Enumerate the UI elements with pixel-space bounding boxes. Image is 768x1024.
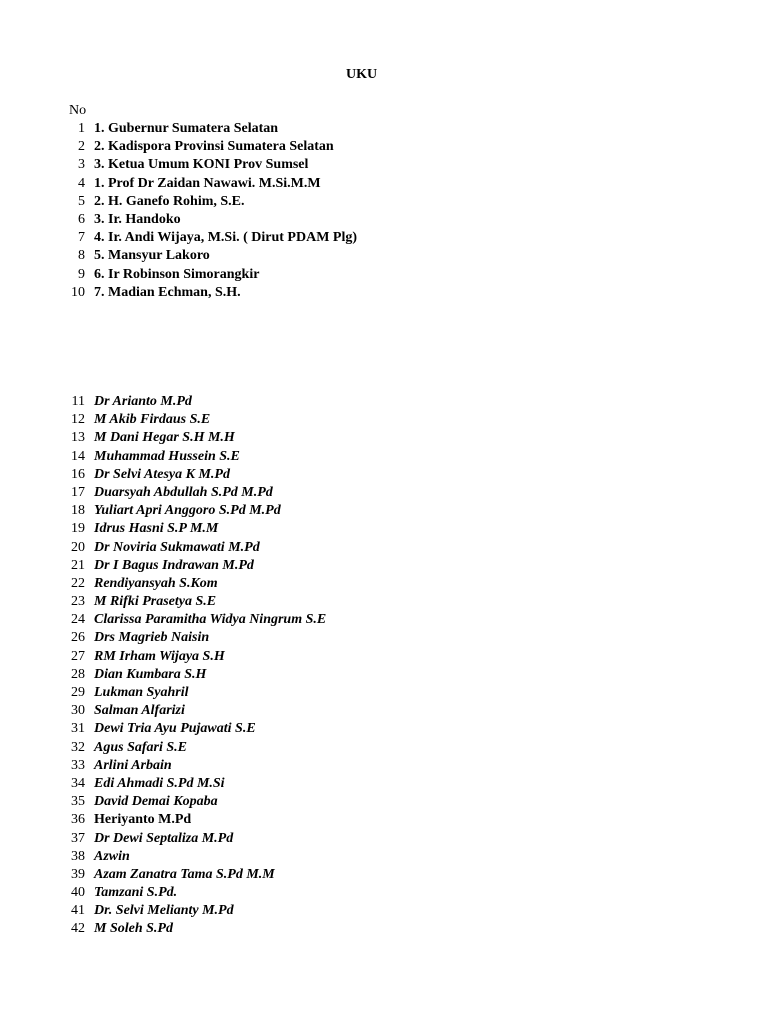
row-number: 17 [71,484,85,500]
person-name: 7. Madian Echman, S.H. [94,284,241,300]
person-name: RM Irham Wijaya S.H [94,648,225,664]
person-name: M Rifki Prasetya S.E [94,594,217,610]
row-number: 14 [71,448,85,464]
row-number: 23 [71,594,85,610]
person-name: M Akib Firdaus S.E [94,412,211,428]
row-number: 40 [71,885,85,901]
row-number: 3 [78,157,85,173]
person-name: Dr Dewi Septaliza M.Pd [94,830,234,846]
row-number: 4 [78,175,85,191]
person-name: Duarsyah Abdullah S.Pd M.Pd [94,484,273,500]
row-number: 2 [78,139,85,155]
person-name: Dr. Selvi Melianty M.Pd [94,903,234,919]
row-number: 29 [71,685,85,700]
person-name: Rendiyansyah S.Kom [94,575,218,591]
person-name: Dr Selvi Atesya K M.Pd [94,466,230,482]
row-number: 32 [71,739,85,755]
person-name: Agus Safari S.E [94,739,187,755]
person-name: 1. Gubernur Sumatera Selatan [94,121,279,136]
person-name: Arlini Arbain [94,757,172,773]
row-number: 8 [78,248,85,264]
row-number: 35 [71,794,85,810]
row-number: 6 [78,211,85,227]
row-number: 19 [71,521,85,537]
person-name: Heriyanto M.Pd [94,812,192,828]
person-name: 5. Mansyur Lakoro [94,248,210,264]
row-number: 27 [71,648,85,664]
document-title: UKU [346,67,378,82]
person-name: Drs Magrieb Naisin [94,630,210,646]
row-number: 30 [71,703,85,719]
row-number: 16 [71,466,85,482]
row-number: 38 [71,848,85,864]
person-name: Dr I Bagus Indrawan M.Pd [94,557,254,573]
row-number: 13 [71,430,85,446]
person-name: 3. Ketua Umum KONI Prov Sumsel [94,157,309,173]
person-name: Azwin [94,848,130,864]
person-name: Tamzani S.Pd. [94,885,178,901]
row-number: 11 [71,394,85,409]
row-number: 7 [78,230,85,246]
person-name: Dian Kumbara S.H [94,666,207,682]
person-name: Edi Ahmadi S.Pd M.Si [94,775,225,791]
person-name: Dr Noviria Sukmawati M.Pd [94,539,260,555]
person-name: M Soleh S.Pd [94,921,173,937]
row-number: 20 [71,539,85,555]
row-number: 34 [71,775,85,791]
row-number: 42 [71,921,85,937]
person-name: 1. Prof Dr Zaidan Nawawi. M.Si.M.M [94,175,321,191]
row-number: 5 [78,193,85,209]
row-number: 10 [71,284,85,300]
row-number: 24 [71,612,85,628]
person-name: David Demai Kopaba [94,794,218,810]
row-number: 1 [78,121,85,136]
row-number: 21 [71,557,85,573]
person-name: Azam Zanatra Tama S.Pd M.M [94,866,275,882]
row-number: 37 [71,830,85,846]
person-name: 2. H. Ganefo Rohim, S.E. [94,193,245,209]
person-name: Yuliart Apri Anggoro S.Pd M.Pd [94,503,281,519]
person-name: Lukman Syahril [94,685,189,700]
row-number: 36 [71,812,85,828]
row-number: 39 [71,866,85,882]
row-number: 12 [71,412,85,428]
person-name: Salman Alfarizi [94,703,185,719]
person-name: 2. Kadispora Provinsi Sumatera Selatan [94,139,334,155]
row-number: 28 [71,666,85,682]
person-name: 6. Ir Robinson Simorangkir [94,266,260,282]
row-number: 41 [71,903,85,919]
row-number: 26 [71,630,85,646]
person-name: 4. Ir. Andi Wijaya, M.Si. ( Dirut PDAM Plg) [94,230,358,246]
person-name: Muhammad Hussein S.E [94,448,240,464]
row-number: 31 [71,721,85,737]
person-name: Dr Arianto M.Pd [94,394,192,409]
row-number: 9 [78,266,85,282]
row-number: 33 [71,757,85,773]
person-name: Idrus Hasni S.P M.M [94,521,219,537]
person-name: 3. Ir. Handoko [94,211,181,227]
row-number: 22 [71,575,85,591]
column-header-no: No [69,103,87,118]
row-number: 18 [71,503,85,519]
person-name: Dewi Tria Ayu Pujawati S.E [94,721,256,737]
person-name: M Dani Hegar S.H M.H [94,430,235,446]
person-name: Clarissa Paramitha Widya Ningrum S.E [94,612,327,628]
